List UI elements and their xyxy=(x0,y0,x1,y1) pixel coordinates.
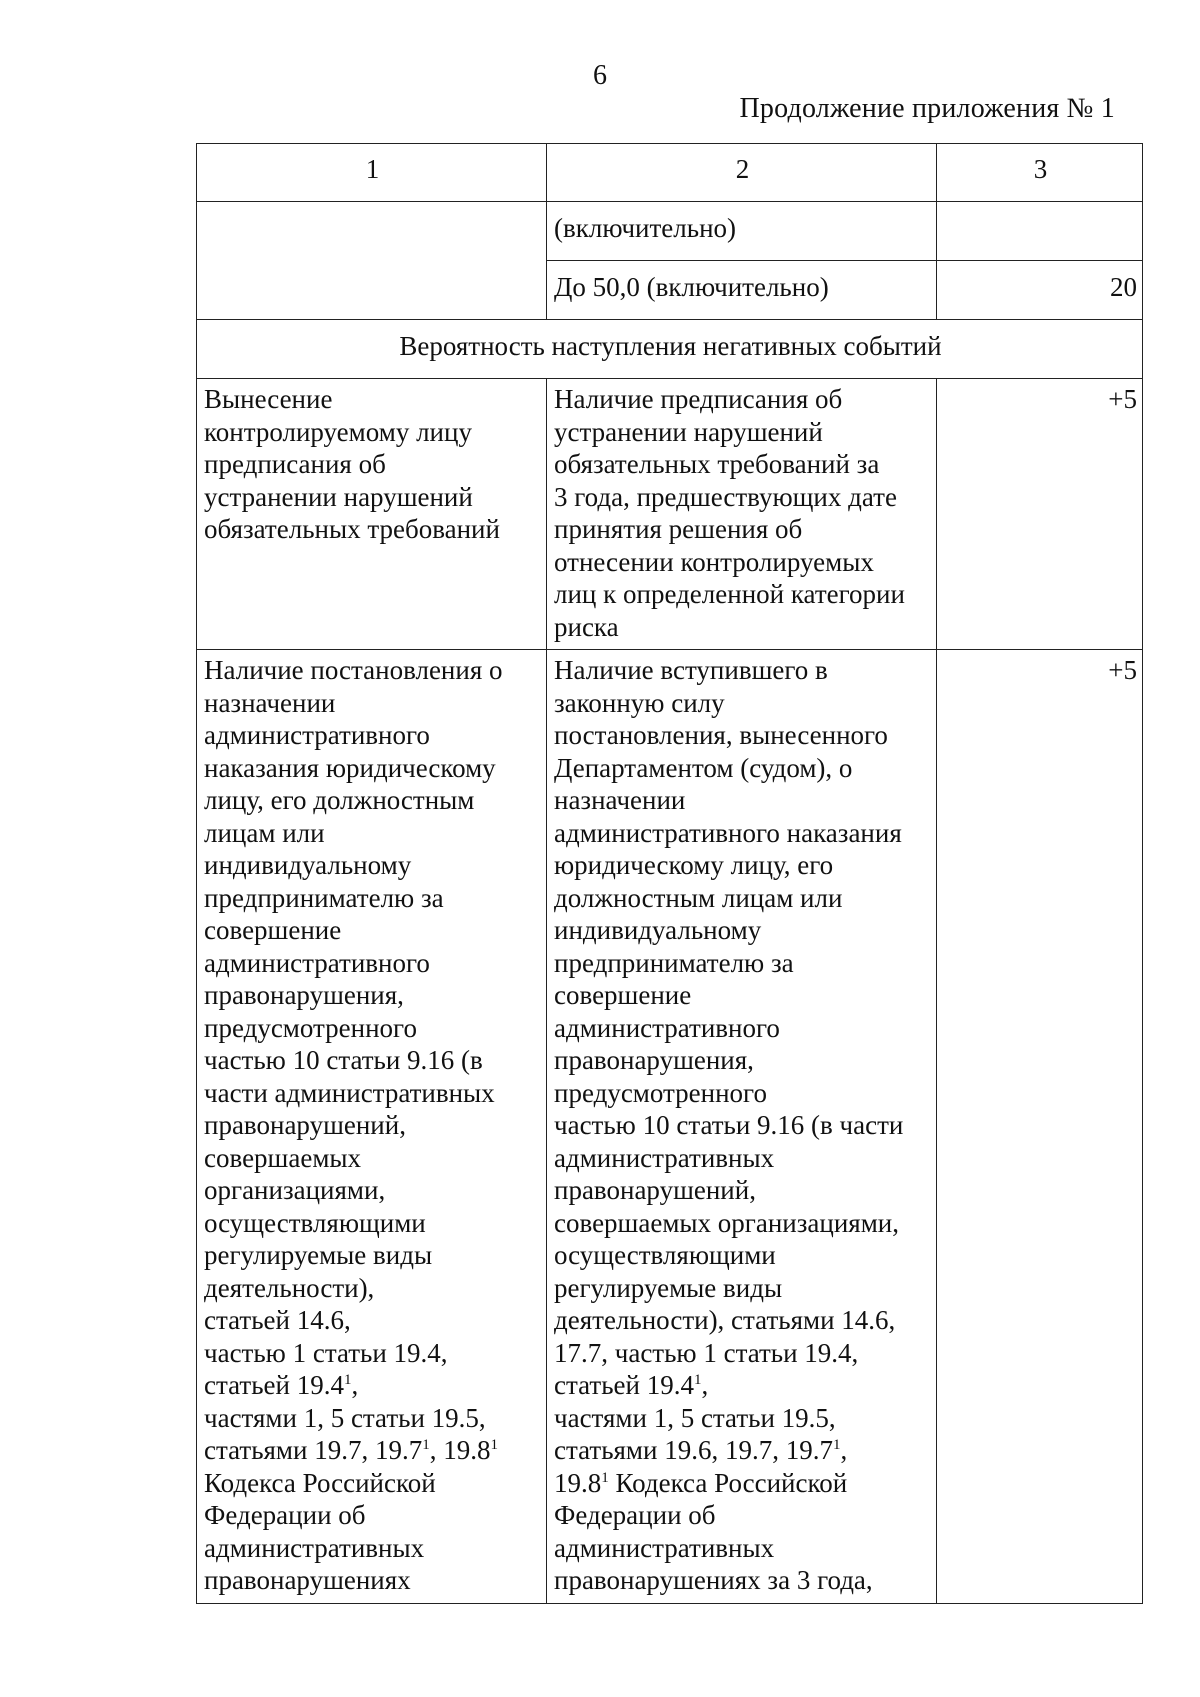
text-line: обязательных требований xyxy=(204,514,500,544)
text-line: правонарушениях за 3 года, xyxy=(554,1565,873,1595)
text-line: законную силу xyxy=(554,687,725,718)
text-line: назначении xyxy=(204,687,336,718)
text-line: отнесении контролируемых xyxy=(554,546,874,577)
text-line: лиц к определенной категории xyxy=(554,579,905,609)
article-ref: статьями 19.7, 19.7 xyxy=(204,1435,423,1465)
cell-criterion xyxy=(547,650,937,1604)
text-line: 3 года, предшествующих дате xyxy=(554,481,897,512)
text-line: предпринимателю за xyxy=(204,882,444,913)
text-line: совершение xyxy=(204,915,342,945)
text-line: правонарушений, xyxy=(204,1110,406,1140)
text-line: административного наказания xyxy=(554,817,902,848)
text-line: Наличие постановления о xyxy=(204,655,503,685)
punctuation: , xyxy=(351,1370,359,1400)
text-line: деятельности), статьями 14.6, xyxy=(554,1305,896,1335)
text-line: Департаментом (судом), о xyxy=(554,752,853,783)
text-line: Федерации об xyxy=(554,1500,716,1530)
superscript: 1 xyxy=(832,1437,841,1453)
cell-points: +5 xyxy=(937,379,1143,650)
article-ref: статьей 19.4 xyxy=(554,1370,694,1400)
text-line: части административных xyxy=(204,1077,495,1108)
text-line: правонарушения, xyxy=(204,980,404,1010)
text-line: Кодекса Российской xyxy=(204,1467,436,1498)
table-row xyxy=(197,379,1143,650)
text-line: Федерации об xyxy=(204,1500,366,1530)
cell-criterion-value: (включительно) xyxy=(547,202,937,261)
text-line: риска xyxy=(554,611,619,642)
text-fragment: Кодекса Российской xyxy=(608,1467,848,1498)
superscript: 1 xyxy=(343,1372,352,1388)
text-line: совершаемых организациями, xyxy=(554,1207,900,1238)
text-line: устранении нарушений xyxy=(204,481,473,512)
text-line: осуществляющими xyxy=(204,1207,426,1238)
text-line: предусмотренного xyxy=(554,1077,767,1108)
text-line: устранении нарушений xyxy=(554,416,823,447)
text-line xyxy=(204,1434,541,1467)
criterion-text xyxy=(554,654,931,1597)
text-line: индивидуальному xyxy=(554,915,762,945)
text-line: обязательных требований за xyxy=(554,449,880,479)
cell-points xyxy=(937,202,1143,261)
text-line: регулируемые виды xyxy=(554,1272,783,1303)
article-ref: статьей 19.4 xyxy=(204,1370,344,1400)
cell-event xyxy=(197,650,547,1604)
superscript: 1 xyxy=(601,1469,609,1486)
cell-criterion xyxy=(547,379,937,650)
text-line: правонарушений, xyxy=(554,1175,756,1205)
header-cell-2: 2 xyxy=(547,144,937,202)
punctuation: , xyxy=(701,1370,709,1400)
text-line xyxy=(554,1434,931,1467)
text-line: осуществляющими xyxy=(554,1240,776,1270)
header-cell-3: 3 xyxy=(937,144,1143,202)
table-row xyxy=(197,650,1143,1604)
cell-criterion-value: До 50,0 (включительно) xyxy=(547,261,937,320)
text-line: административного xyxy=(554,1012,780,1043)
event-text xyxy=(204,383,541,546)
text-line: Вынесение xyxy=(204,384,333,414)
text-line: частью 10 статьи 9.16 (в части xyxy=(554,1110,904,1140)
text-line: 17.7, частью 1 статьи 19.4, xyxy=(554,1337,859,1368)
text-line: организациями, xyxy=(204,1175,386,1205)
table-row xyxy=(197,202,1143,261)
text-line: юридическому лицу, его xyxy=(554,850,834,880)
article-ref: , 19.8 xyxy=(429,1435,491,1465)
event-text xyxy=(204,654,541,1597)
text-line xyxy=(554,1369,931,1402)
text-line: правонарушениях xyxy=(204,1565,411,1595)
punctuation: , xyxy=(840,1435,848,1465)
text-line xyxy=(204,1369,541,1402)
text-line: лицу, его должностным xyxy=(204,785,475,815)
cell-points: +5 xyxy=(937,650,1143,1604)
text-line: частями 1, 5 статьи 19.5, xyxy=(554,1402,836,1433)
criterion-text xyxy=(554,383,931,643)
text-line: частью 10 статьи 9.16 (в xyxy=(204,1045,483,1075)
section-title: Вероятность наступления негативных событий xyxy=(197,320,1143,379)
text-line: лицам или xyxy=(204,817,325,848)
article-ref: статьями 19.6, 19.7, 19.7 xyxy=(554,1435,833,1465)
text-line: регулируемые виды xyxy=(204,1240,433,1270)
page-number: 6 xyxy=(593,60,607,91)
cell-points: 20 xyxy=(937,261,1143,320)
text-line: деятельности), xyxy=(204,1272,375,1303)
cell-event xyxy=(197,379,547,650)
text-line: наказания юридическому xyxy=(204,752,496,783)
empty-cell xyxy=(197,202,547,320)
text-line: частями 1, 5 статьи 19.5, xyxy=(204,1402,486,1433)
text-line xyxy=(554,1467,931,1500)
text-line: совершаемых xyxy=(204,1142,362,1173)
text-line: постановления, вынесенного xyxy=(554,720,888,750)
text-line: принятия решения об xyxy=(554,514,803,544)
appendix-table xyxy=(196,143,1143,1604)
text-line: предусмотренного xyxy=(204,1012,417,1043)
text-line: предпринимателю за xyxy=(554,947,794,978)
text-line: частью 1 статьи 19.4, xyxy=(204,1337,448,1368)
text-line: административных xyxy=(554,1532,775,1563)
text-line: назначении xyxy=(554,785,686,815)
text-line: административного xyxy=(204,720,430,750)
superscript: 1 xyxy=(422,1437,430,1453)
text-line: Наличие предписания об xyxy=(554,384,843,414)
text-line: Наличие вступившего в xyxy=(554,655,828,685)
text-line: предписания об xyxy=(204,449,386,479)
article-ref: 19.8 xyxy=(554,1467,602,1498)
text-line: административного xyxy=(204,947,430,978)
text-line: административных xyxy=(204,1532,425,1563)
text-line: должностным лицам или xyxy=(554,882,843,913)
text-line: административных xyxy=(554,1142,775,1173)
table-header-row xyxy=(197,144,1143,202)
superscript: 1 xyxy=(490,1437,498,1453)
continuation-title: Продолжение приложения № 1 xyxy=(739,93,1115,124)
superscript: 1 xyxy=(693,1372,702,1388)
header-cell-1: 1 xyxy=(197,144,547,202)
section-row xyxy=(197,320,1143,379)
text-line: статьей 14.6, xyxy=(204,1305,351,1335)
text-line: контролируемому лицу xyxy=(204,416,472,447)
text-line: индивидуальному xyxy=(204,850,412,880)
text-line: совершение xyxy=(554,980,692,1010)
text-line: правонарушения, xyxy=(554,1045,754,1075)
